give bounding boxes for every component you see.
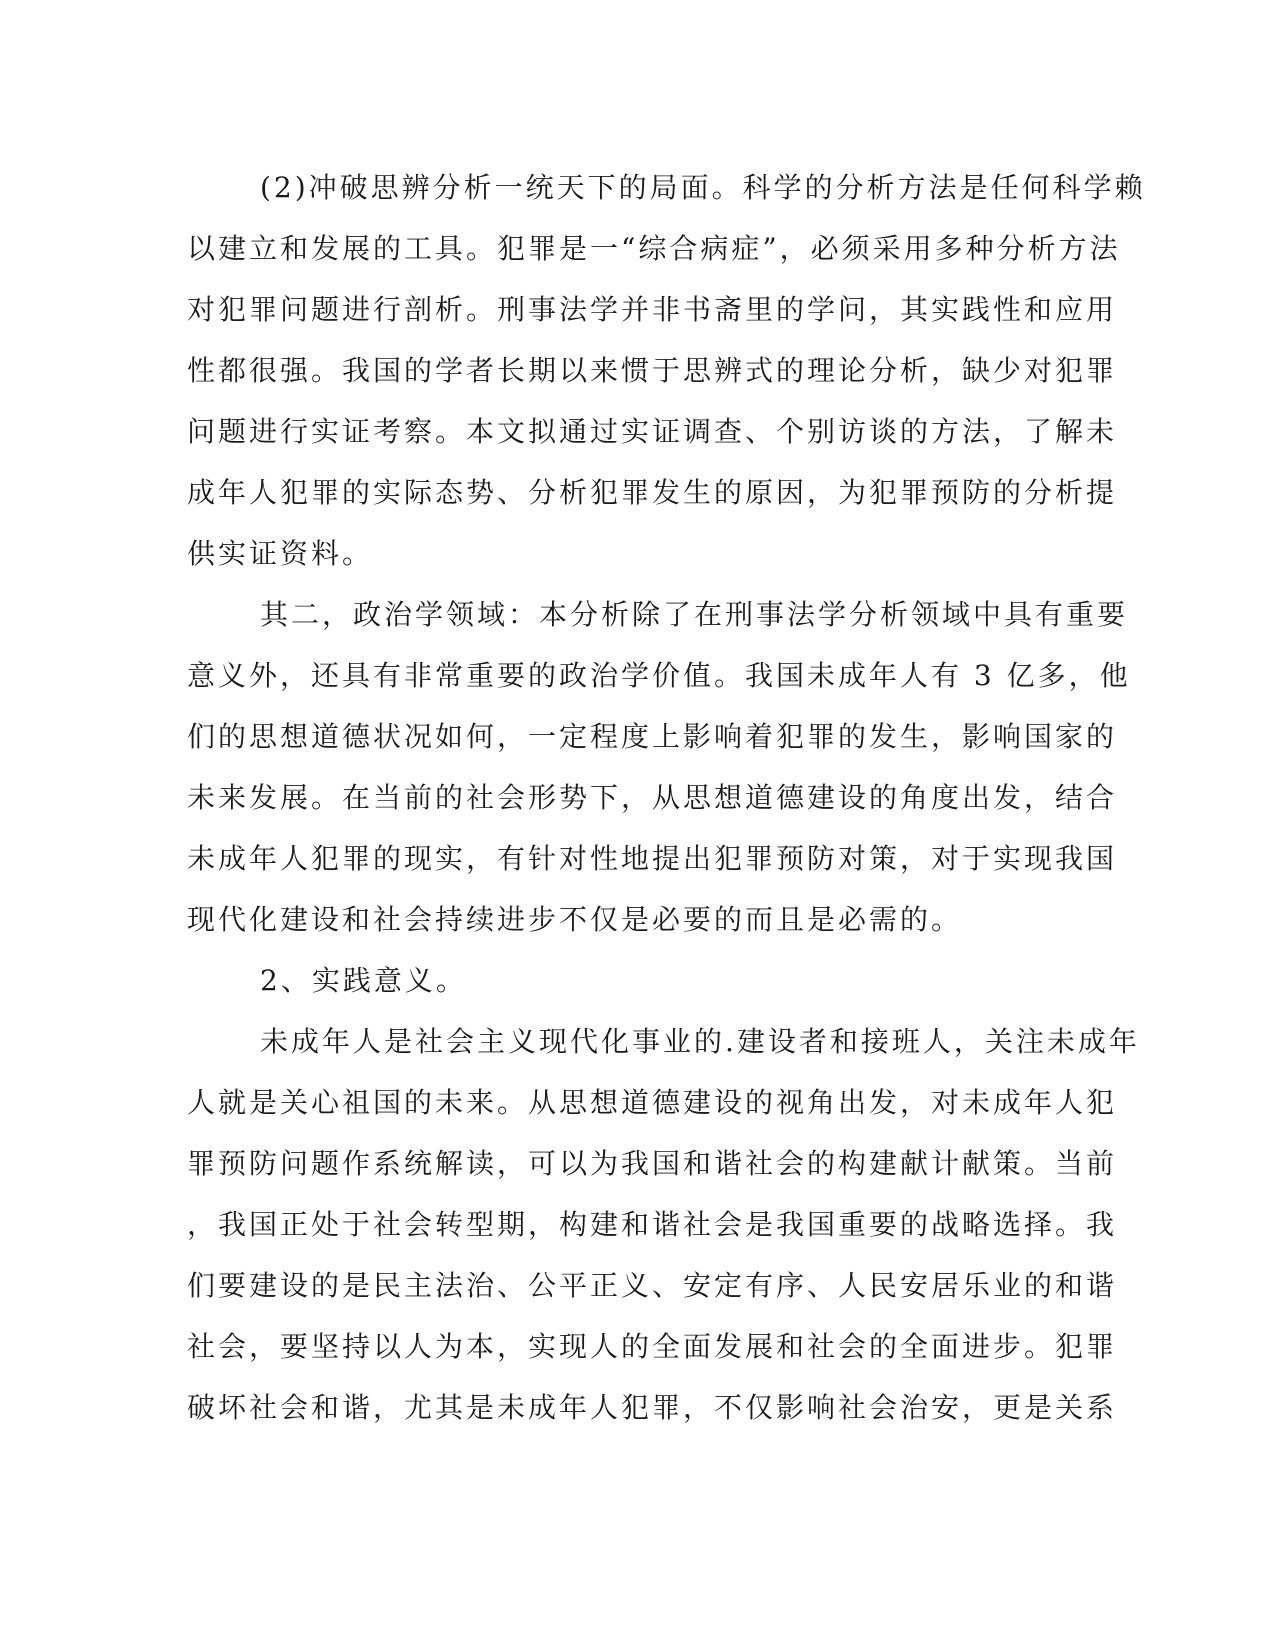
paragraph-line: 们要建设的是民主法治、公平正义、安定有序、人民安居乐业的和谐 [187, 1269, 1118, 1302]
paragraph-line: 社会，要坚持以人为本，实现人的全面发展和社会的全面进步。犯罪 [187, 1330, 1118, 1363]
paragraph-line: 意义外，还具有非常重要的政治学价值。我国未成年人有 3 亿多，他 [187, 659, 1131, 692]
paragraph-line: 未成年人犯罪的现实，有针对性地提出犯罪预防对策，对于实现我国 [187, 842, 1118, 875]
paragraph-line: 罪预防问题作系统解读，可以为我国和谐社会的构建献计献策。当前 [187, 1147, 1118, 1180]
paragraph-line: 们的思想道德状况如何，一定程度上影响着犯罪的发生，影响国家的 [187, 720, 1118, 753]
paragraph-line: 未来发展。在当前的社会形势下，从思想道德建设的角度出发，结合 [187, 781, 1118, 814]
paragraph-line: 性都很强。我国的学者长期以来惯于思辨式的理论分析，缺少对犯罪 [187, 354, 1118, 387]
section-heading: 2、实践意义。 [260, 964, 467, 997]
paragraph-line: 现代化建设和社会持续进步不仅是必要的而且是必需的。 [187, 903, 963, 936]
paragraph-line: 对犯罪问题进行剖析。刑事法学并非书斋里的学问，其实践性和应用 [187, 293, 1118, 326]
paragraph-line: 成年人犯罪的实际态势、分析犯罪发生的原因，为犯罪预防的分析提 [187, 476, 1118, 509]
paragraph-line: 未成年人是社会主义现代化事业的.建设者和接班人，关注未成年 [260, 1025, 1140, 1058]
paragraph-line: (2)冲破思辨分析一统天下的局面。科学的分析方法是任何科学赖 [260, 171, 1146, 204]
document-body [187, 157, 1146, 1438]
paragraph-line: 其二，政治学领域：本分析除了在刑事法学分析领域中具有重要 [260, 598, 1129, 631]
paragraph-line: 供实证资料。 [187, 537, 374, 570]
paragraph-line: 以建立和发展的工具。犯罪是一“综合病症”，必须采用多种分析方法 [187, 232, 1121, 265]
paragraph-line: 人就是关心祖国的未来。从思想道德建设的视角出发，对未成年人犯 [187, 1086, 1118, 1119]
paragraph-line: 破坏社会和谐，尤其是未成年人犯罪，不仅影响社会治安，更是关系 [187, 1391, 1118, 1424]
paragraph-line: 问题进行实证考察。本文拟通过实证调查、个别访谈的方法，了解未 [187, 415, 1118, 448]
paragraph-line: ，我国正处于社会转型期，构建和谐社会是我国重要的战略选择。我 [187, 1208, 1118, 1241]
